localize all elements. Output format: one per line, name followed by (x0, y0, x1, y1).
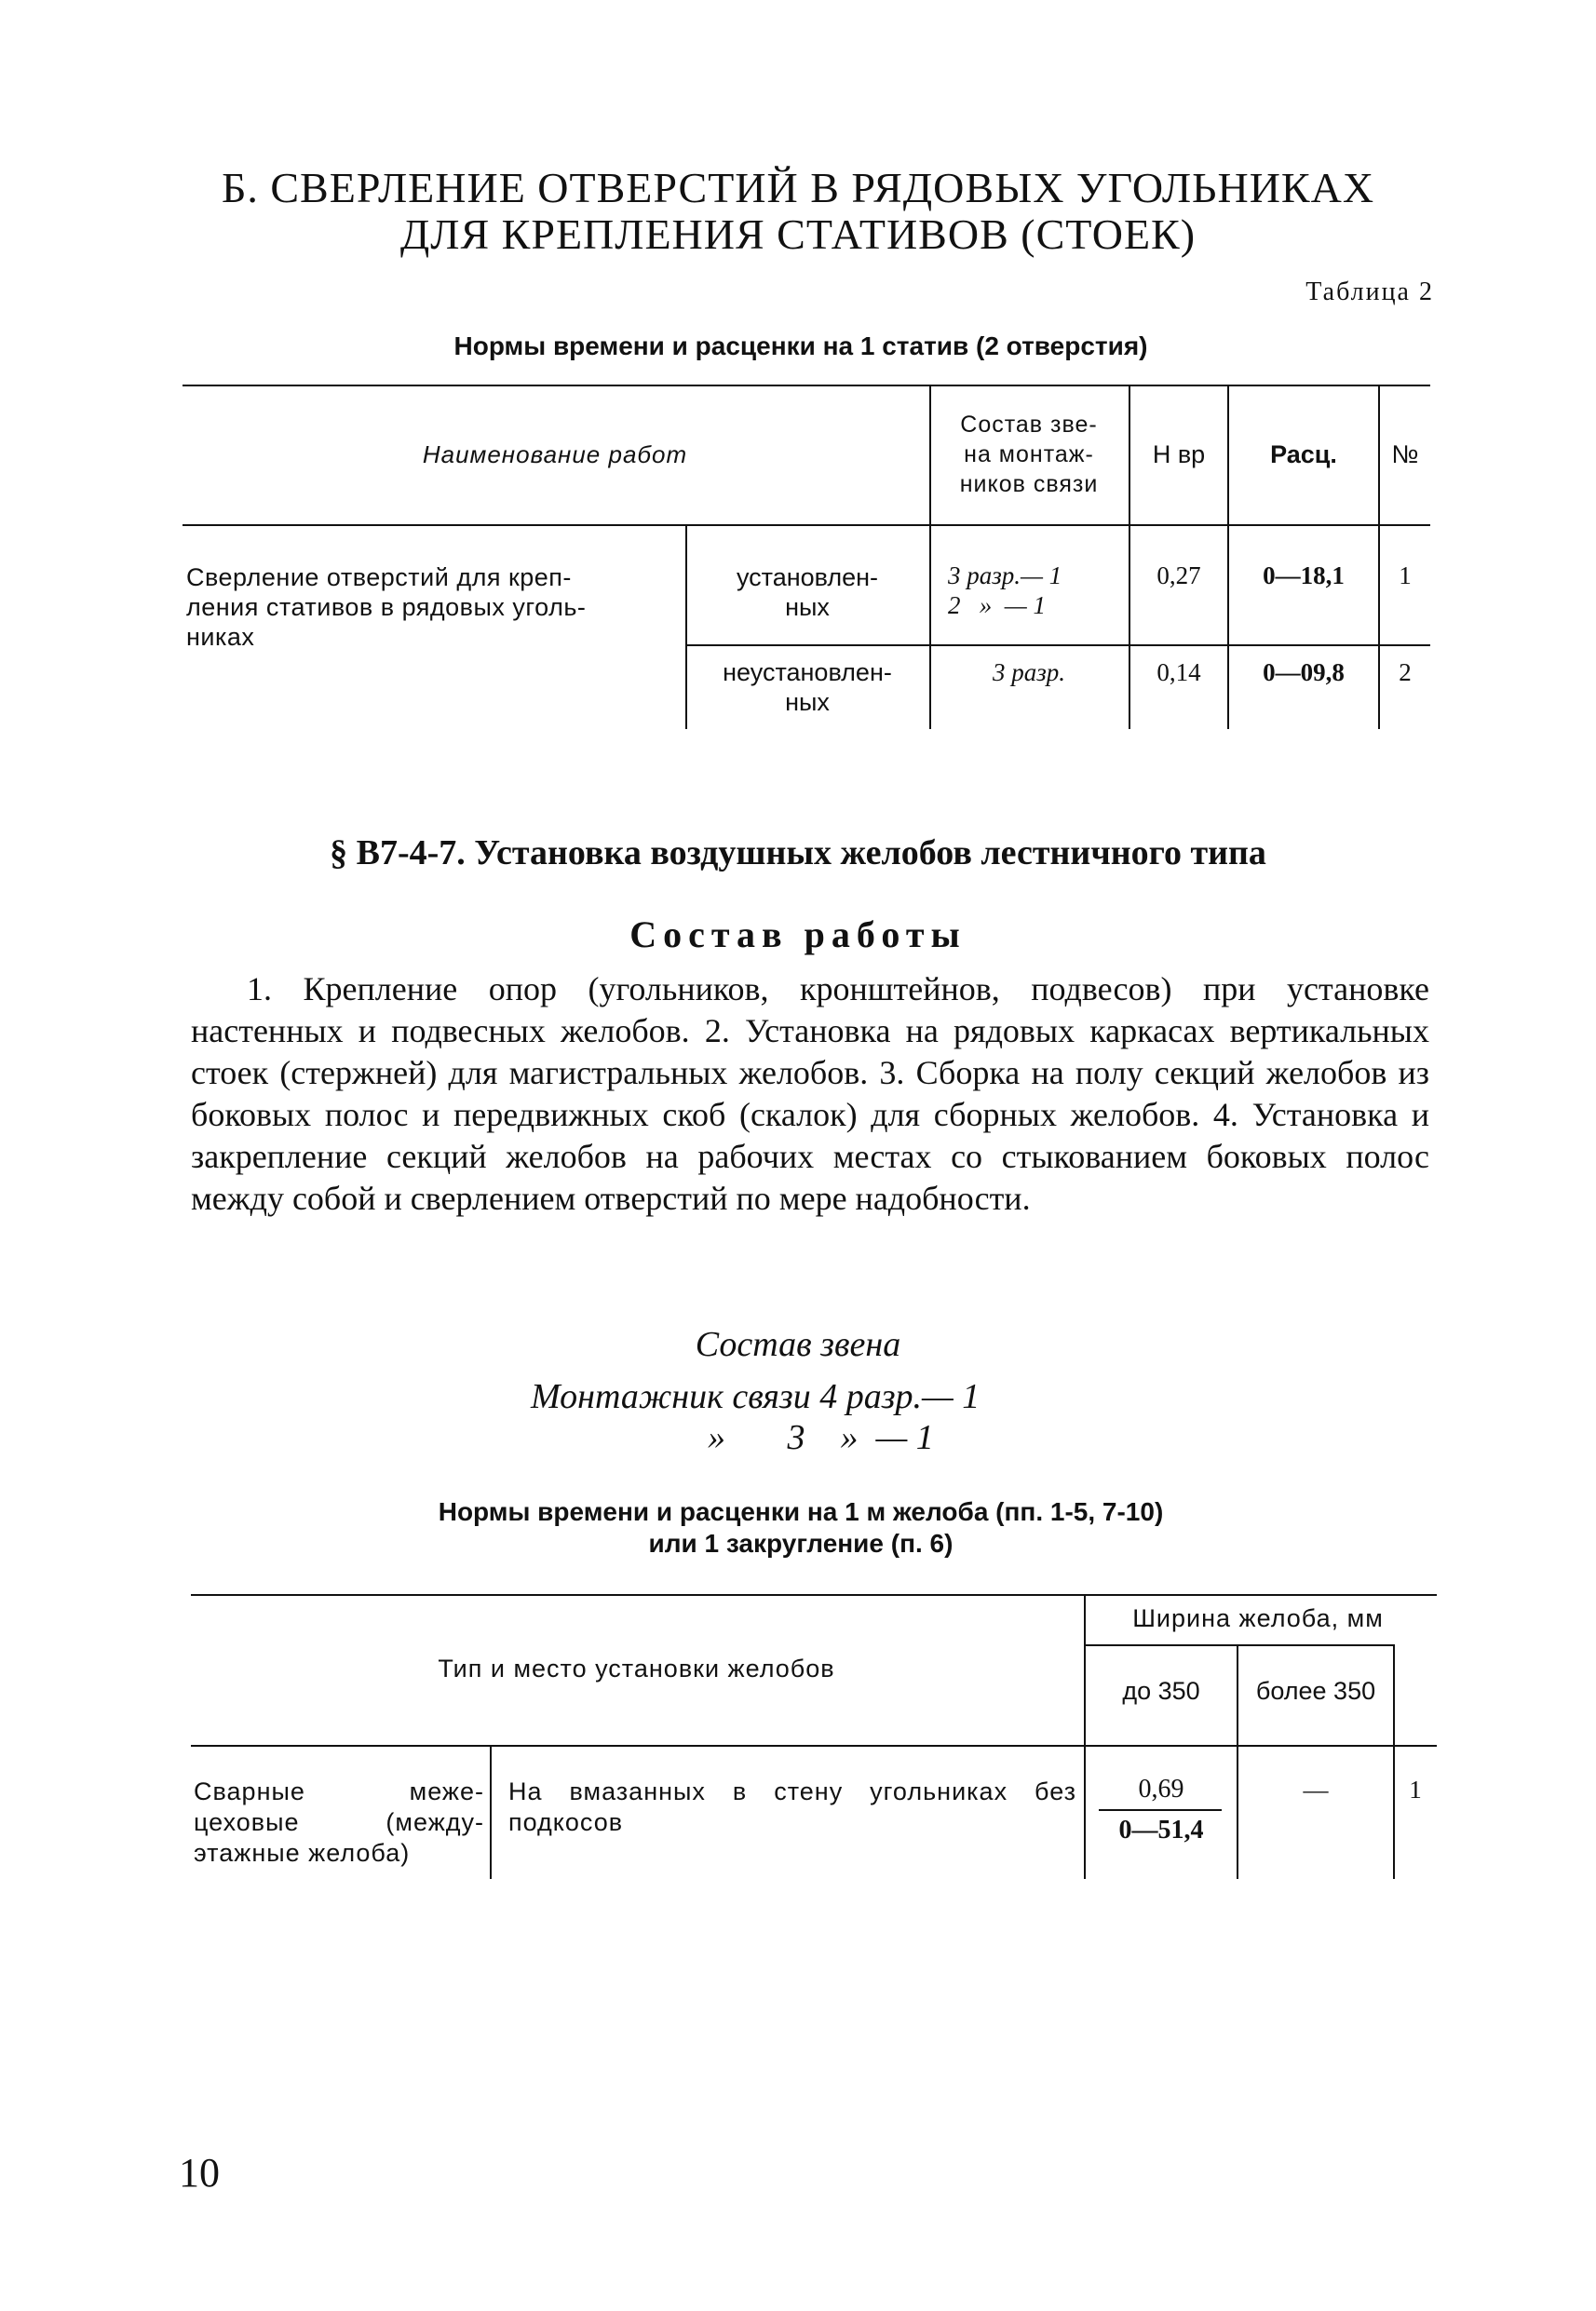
row-rate: 0—51,4 (1118, 1816, 1204, 1845)
table-row-2-crew: 3 разр. (992, 658, 1066, 686)
header-rate: Расц. (1270, 440, 1337, 468)
header-width-upto-350: до 350 (1122, 1677, 1200, 1705)
row-place: На вмазанных в стену угольниках без подкосов (508, 1777, 1076, 1836)
norms-title-line1: Нормы времени и расценки на 1 м желоба (пп. 1-5, 7-10) (438, 1497, 1164, 1526)
table-row-2-hvr: 0,14 (1156, 658, 1201, 686)
table-caption: Таблица 2 (1305, 277, 1434, 306)
header-work-name: Наименование работ (422, 440, 688, 468)
header-crew: Состав зве- на монтаж- ников связи (959, 412, 1099, 497)
crew-line-1: Монтажник связи 4 разр.— 1 (531, 1377, 981, 1416)
norms-title-line2: или 1 закругление (п. 6) (648, 1529, 954, 1558)
work-composition-heading: Состав работы (629, 913, 967, 955)
header-type-place: Тип и место установки желобов (438, 1655, 835, 1683)
row-width-over-350: — (1303, 1776, 1329, 1804)
table-row-2-rate: 0—09,8 (1263, 658, 1345, 686)
header-num: № (1391, 440, 1419, 468)
table-row-2-condition: неустановлен- ных (723, 658, 892, 716)
row-type: Сварные меже- цеховые (между- этажные желоба) (194, 1777, 484, 1867)
table-row-1-condition: установлен- ных (736, 563, 879, 621)
header-width-over-350: более 350 (1255, 1677, 1376, 1705)
section-title-line2: ДЛЯ КРЕПЛЕНИЯ СТАТИВОВ (СТОЕК) (399, 210, 1197, 258)
row-hvr: 0,69 (1138, 1775, 1184, 1804)
table-row-1-crew: 3 разр.— 1 2 » — 1 (948, 561, 1062, 619)
section-title-line1: Б. СВЕРЛЕНИЕ ОТВЕРСТИЙ В РЯДОВЫХ УГОЛЬНИКАХ (221, 164, 1375, 211)
page-number: 10 (179, 2150, 220, 2196)
table-row-1-num: 1 (1399, 561, 1412, 589)
crew-heading: Состав звена (695, 1325, 901, 1364)
row-num: 1 (1409, 1776, 1422, 1804)
table-2-title: Нормы времени и расценки на 1 статив (2 отверстия) (453, 331, 1148, 360)
crew-line-2: » 3 » — 1 (708, 1418, 934, 1457)
work-name: Сверление отверстий для креп- ления стативов в рядовых уголь- никах (186, 563, 587, 651)
table-row-1-rate: 0—18,1 (1263, 561, 1345, 589)
header-width: Ширина желоба, мм (1132, 1604, 1384, 1632)
work-composition-text: 1. Крепление опор (угольников, кронштейнов, подвесов) при установке настенных и подвесных желобов. 2. Установка на рядовых каркасах вертикальных стоек (стержней) для магистральных желобов. 3. Сборка на полу секций желобов из боковых полос и передвижных скоб (скалок) для сборных желобов. 4. Установка и закрепление секций желобов на рабочих местах со стыкованием боковых полос между собой и сверлением отверстий по мере надобности. (191, 970, 1429, 1217)
header-hvr: Н вр (1152, 440, 1206, 468)
table-row-1-hvr: 0,27 (1156, 561, 1201, 589)
table-row-2-num: 2 (1399, 658, 1412, 686)
section-b7-heading: § В7-4-7. Установка воздушных желобов лестничного типа (330, 833, 1266, 872)
